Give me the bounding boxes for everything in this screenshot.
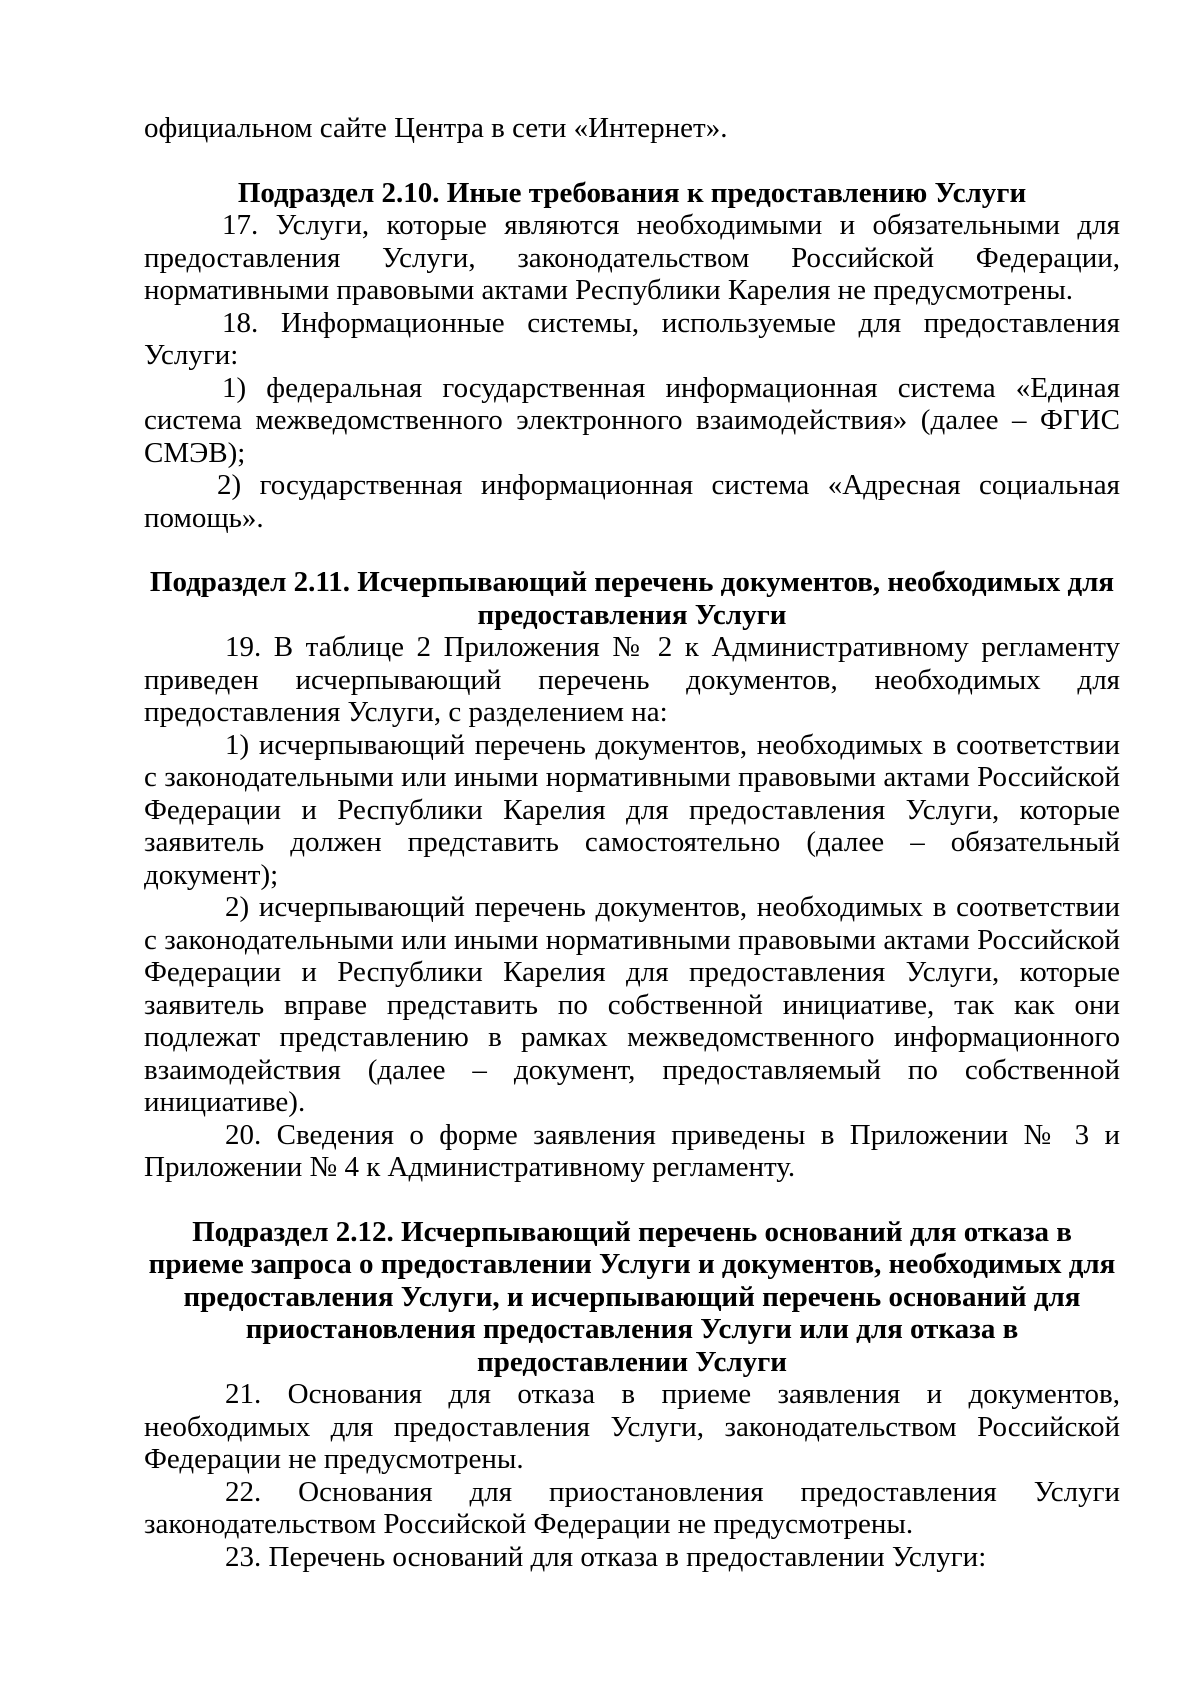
spacer <box>144 534 1120 566</box>
heading-subsection-2-12: Подраздел 2.12. Исчерпывающий перечень оснований для отказа в приеме запроса о предоставлении Услуги и документов, необходимых для предоставления Услуги, и исчерпывающий перечень оснований для приостановления предоставления Услуги или для отказа в предоставлении Услуги <box>148 1215 1116 1378</box>
paragraph-19-item-2: 2) исчерпывающий перечень документов, необходимых в соответствии с законодательными или иными нормативными правовыми актами Российской Федерации и Республики Карелия для предоставления Услуги, которые заявитель вправе представить по собственной инициативе, так как они подлежат представлению в рамках межведомственного информационного взаимодействия (далее – документ, предоставляемый по собственной инициативе). <box>144 891 1120 1118</box>
paragraph-18-item-2: 2) государственная информационная система «Адресная социальная помощь». <box>144 469 1120 534</box>
document-page <box>144 112 1120 1573</box>
paragraph-20: 20. Сведения о форме заявления приведены в Приложении № 3 и Приложении № 4 к Административному регламенту. <box>144 1118 1120 1183</box>
spacer <box>144 145 1120 177</box>
paragraph-22: 22. Основания для приостановления предоставления Услуги законодательством Российской Федерации не предусмотрены. <box>144 1475 1120 1540</box>
paragraph-19: 19. В таблице 2 Приложения № 2 к Административному регламенту приведен исчерпывающий перечень документов, необходимых для предоставления Услуги, с разделением на: <box>144 631 1120 728</box>
paragraph-18: 18. Информационные системы, используемые для предоставления Услуги: <box>144 306 1120 371</box>
paragraph-17: 17. Услуги, которые являются необходимыми и обязательными для предоставления Услуги, законодательством Российской Федерации, нормативными правовыми актами Республики Карелия не предусмотрены. <box>144 209 1120 306</box>
paragraph-continuation: официальном сайте Центра в сети «Интернет». <box>144 112 728 144</box>
heading-subsection-2-10: Подраздел 2.10. Иные требования к предоставлению Услуги <box>237 176 1027 209</box>
heading-subsection-2-11: Подраздел 2.11. Исчерпывающий перечень документов, необходимых для предоставления Услуги <box>149 566 1115 631</box>
paragraph-19-item-1: 1) исчерпывающий перечень документов, необходимых в соответствии с законодательными или иными нормативными правовыми актами Российской Федерации и Республики Карелия для предоставления Услуги, которые заявитель должен представить самостоятельно (далее – обязательный документ); <box>144 728 1120 891</box>
paragraph-21: 21. Основания для отказа в приеме заявления и документов, необходимых для предоставления Услуги, законодательством Российской Федерации не предусмотрены. <box>144 1378 1120 1475</box>
paragraph-18-item-1: 1) федеральная государственная информационная система «Единая система межведомственного электронного взаимодействия» (далее – ФГИС СМЭВ); <box>144 371 1120 469</box>
paragraph-23: 23. Перечень оснований для отказа в предоставлении Услуги: <box>225 1540 987 1573</box>
spacer <box>144 1184 1120 1216</box>
